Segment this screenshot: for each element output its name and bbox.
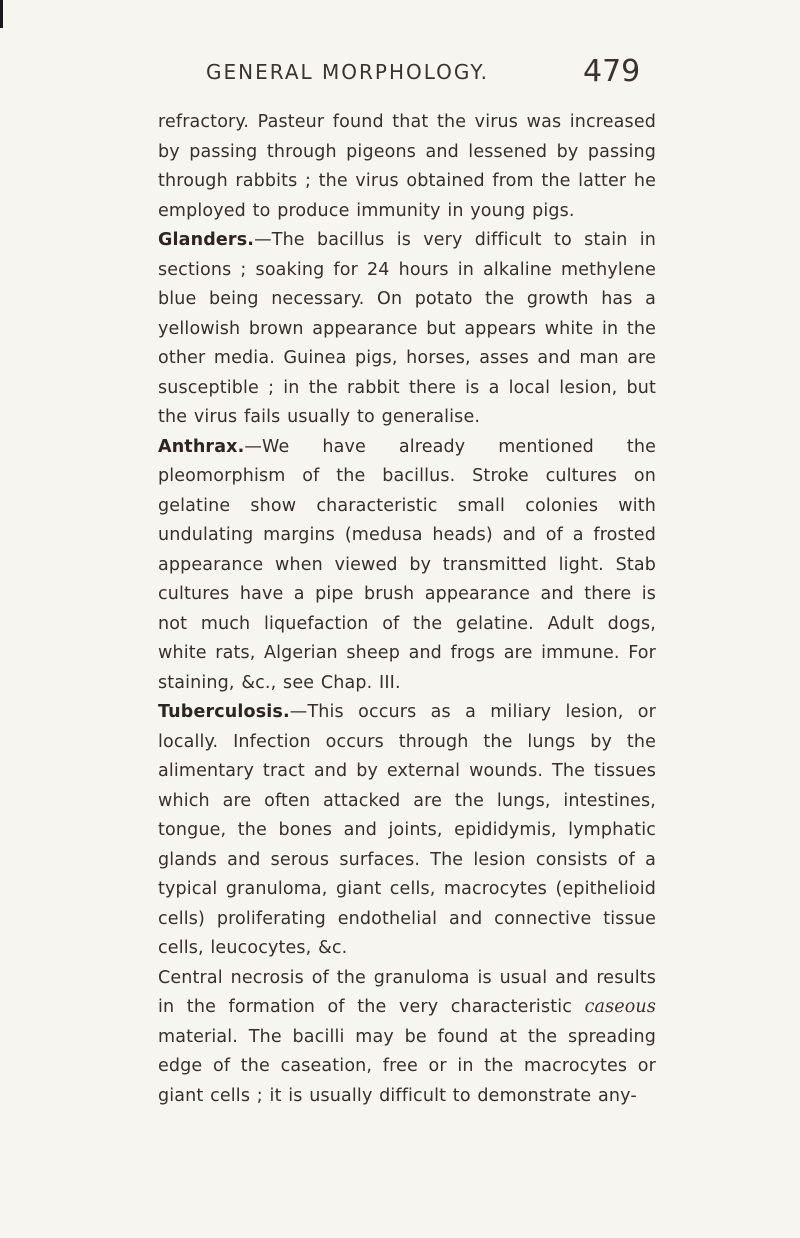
paragraph-text: Central necrosis of the granuloma is usual and results in the formation of the very characteristic: [158, 967, 656, 1017]
paragraph-text: —The bacillus is very difficult to stain in sections ; soaking for 24 hours in alkaline methylene blue being necessary. On potato the growth has a yellowish brown appearance but appears white in the other media. Guinea pigs, horses, asses and man are susceptible ; in the rabbit there is a local lesion, but the virus fails usually to generalise.: [158, 230, 656, 427]
paragraph-text: material. The bacilli may be found at the spreading edge of the caseation, free or in the macrocytes or giant cells ; it is usually difficult to demonstrate any-: [158, 1026, 656, 1106]
paragraph-text: —This occurs as a miliary lesion, or locally. Infection occurs through the lungs by the alimentary tract and by external wounds. The tissues which are often attacked are the lungs, intestines, tongue, the bones and joints, epididymis, lymphatic glands and serous surfaces. The lesion consists of a typical granuloma, giant cells, macrocytes (epithelioid cells) proliferating endothelial and connective tissue cells, leucocytes, &c.: [158, 702, 656, 958]
paragraph-glanders: [158, 226, 656, 433]
page-number: 479: [583, 54, 641, 89]
page-edge-mark: [0, 0, 3, 28]
paragraph-text: refractory. Pasteur found that the virus was increased by passing through pigeons and lessened by passing through rabbits ; the virus obtained from the latter he employed to produce immunity in young pigs.: [158, 112, 656, 221]
section-heading-glanders: Glanders.: [158, 230, 255, 250]
paragraph-text: —We have already mentioned the pleomorphism of the bacillus. Stroke cultures on gelatine show characteristic small colonies with undulating margins (medusa heads) and of a frosted appearance when viewed by transmitted light. Stab cultures have a pipe brush appearance and there is not much liquefaction of the gelatine. Adult dogs, white rats, Algerian sheep and frogs are immune. For staining, &c., see Chap. III.: [158, 436, 656, 693]
paragraph-central-necrosis: [158, 964, 656, 1112]
running-head: GENERAL MORPHOLOGY.: [206, 60, 489, 84]
section-heading-anthrax: Anthrax.: [158, 436, 245, 457]
section-heading-tuberculosis: Tuberculosis.: [158, 702, 290, 722]
italic-term-caseous: caseous: [584, 997, 656, 1017]
paragraph-anthrax: [158, 433, 656, 699]
paragraph-rabies-continuation: [158, 108, 656, 226]
page-header: [0, 54, 800, 102]
body-text: [158, 108, 656, 1111]
paragraph-tuberculosis: [158, 698, 656, 964]
